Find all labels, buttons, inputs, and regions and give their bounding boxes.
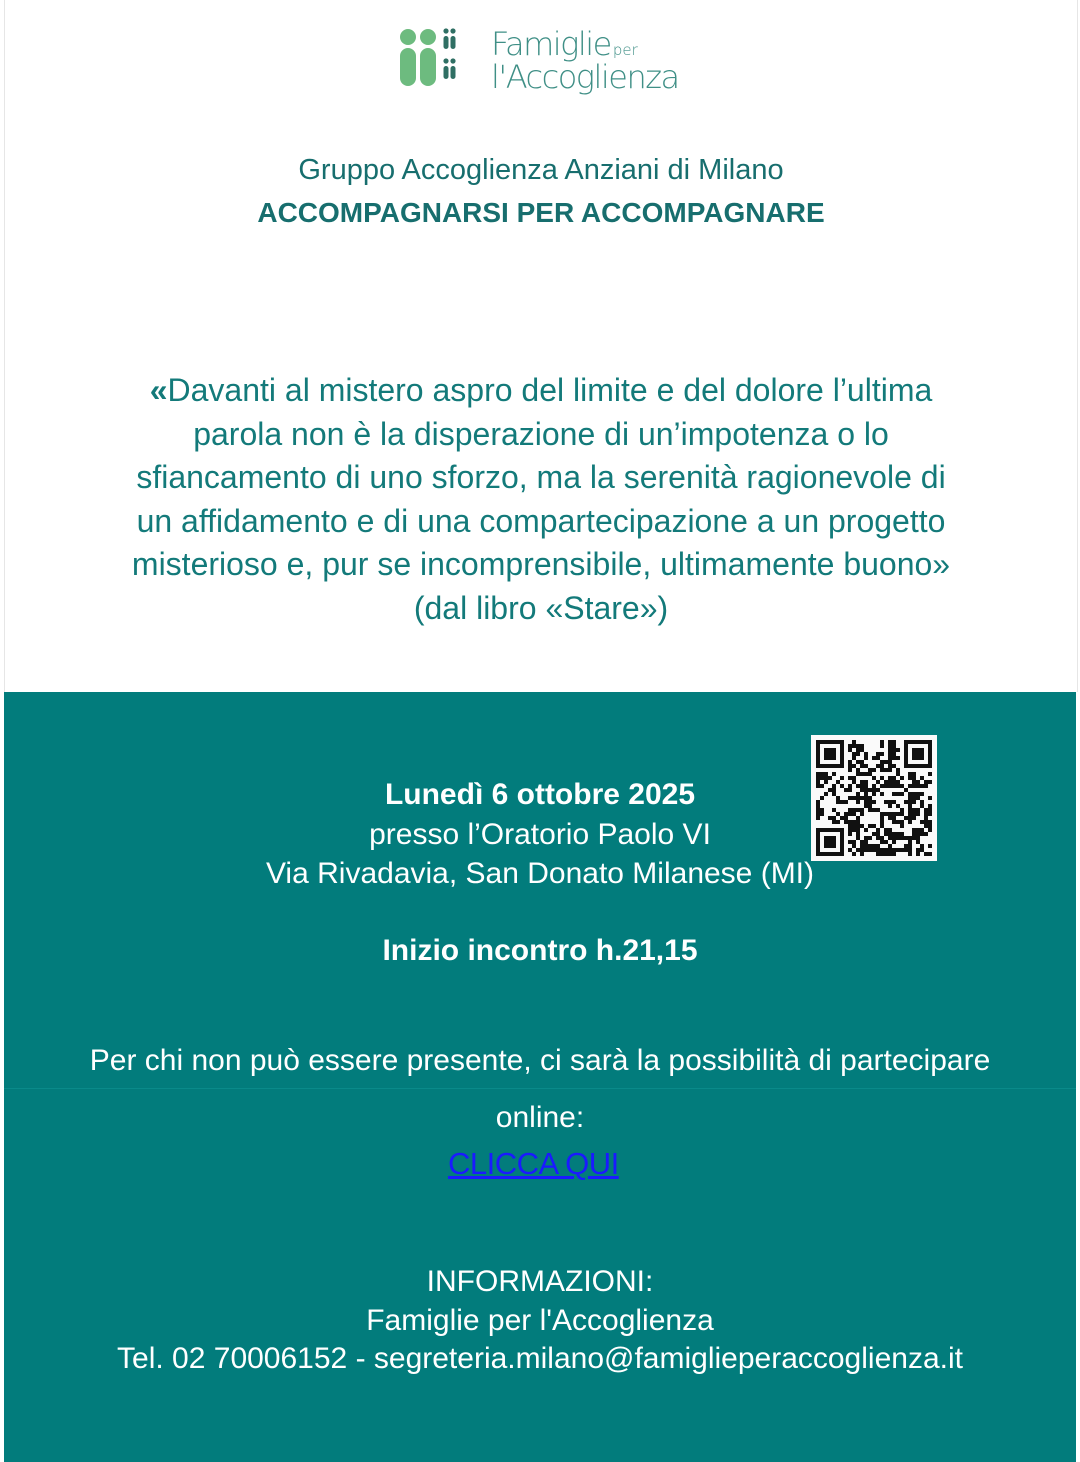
quote-source: (dal libro «Stare») [413,589,669,626]
event-start-time: Inizio incontro h.21,15 [382,934,698,967]
info-contact: Tel. 02 70006152 - segreteria.milano@famiglieperaccoglienza.it [117,1342,963,1375]
quote-line: parola non è la disperazione di un’impotenza o lo [193,415,889,452]
event-date: Lunedì 6 ottobre 2025 [384,778,696,811]
group-name: Gruppo Accoglienza Anziani di Milano [298,154,784,186]
quote-open-mark: « [149,372,168,408]
quote-line [5,369,1077,413]
logo-small: per [612,41,638,59]
qr-code-icon[interactable] [811,735,937,861]
online-label: online: [495,1101,585,1134]
famiglie-logo-icon [399,28,463,88]
info-organization: Famiglie per l'Accoglienza [366,1304,714,1337]
logo [399,25,679,96]
quote-line-text: Davanti al mistero aspro del limite e del dolore l’ultima [167,372,933,408]
page-title: ACCOMPAGNARSI PER ACCOMPAGNARE [257,197,825,228]
event-place: presso l’Oratorio Paolo VI [369,818,711,851]
header-section [4,0,1078,692]
logo-line1: Famiglie [491,25,611,63]
quote-line: misterioso e, pur se incomprensibile, ultimamente buono» [131,546,951,582]
quote [5,369,1077,630]
event-address: Via Rivadavia, San Donato Milanese (MI) [265,857,815,890]
join-online-link[interactable]: CLICCA QUI [448,1146,619,1181]
quote-line: un affidamento e di una compartecipazione a un progetto [136,502,946,539]
logo-line2: l'Accoglienza [491,58,679,96]
online-text: Per chi non può essere presente, ci sarà la possibilità di partecipare [89,1044,991,1077]
info-heading: INFORMAZIONI: [426,1265,654,1298]
divider [4,1088,1076,1089]
quote-line: sfiancamento di uno sforzo, ma la serenità ragionevole di [136,459,946,495]
